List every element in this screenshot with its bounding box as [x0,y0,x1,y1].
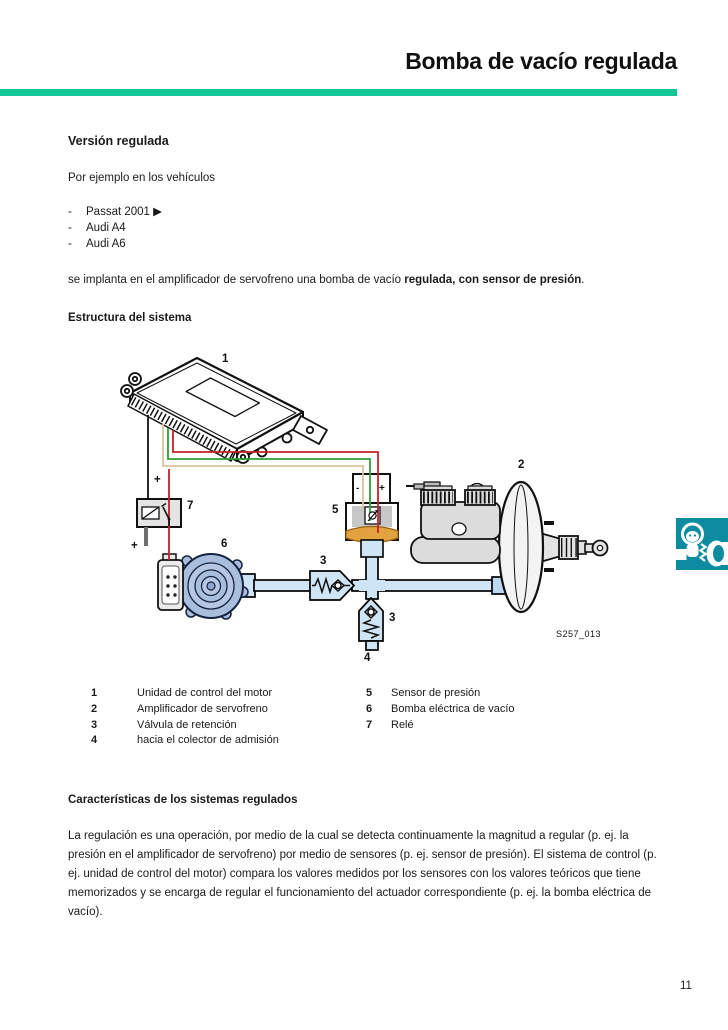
callout-4: 4 [364,652,371,664]
ecu-unit [121,358,327,463]
legend-number: 2 [91,702,98,715]
vacuum-pump [158,554,248,619]
legend-label: Válvula de retención [137,718,237,731]
legend-label: Relé [391,718,414,731]
sentence-plain: se implanta en el amplificador de servofreno una bomba de vacío [68,274,405,286]
intro-sentence [68,274,585,286]
list-marker: - [68,222,72,235]
diagram-legend-col2 [366,686,515,733]
list-item [68,236,162,252]
vehicle-label: Passat 2001 ▶ [86,206,162,218]
battery-plus-label: + [154,474,161,486]
legend-row [91,702,279,718]
sentence-end: . [581,274,585,286]
list-item [68,220,162,236]
legend-label: Bomba eléctrica de vacío [391,702,515,715]
section-heading-structure: Estructura del sistema [68,312,192,324]
features-paragraph: La regulación es una operación, por medio de la cual se detecta continuamente la magnitud a regular (p. ej. la presión en el amplificador de servofreno) por medio de sensores (p. ej. sensor de presión). El sistema de control (p. ej. unidad de control del motor) compara los valores medidos por los sensores con los valores teóricos que tiene memorizados y se encarga de regular el funcionamiento del actuador correspondiente (p. ej. la bomba eléctrica de vacío). [68,830,657,918]
intro-lead: Por ejemplo en los vehículos [68,172,216,184]
callout-3-vertical: 3 [389,612,396,624]
legend-number: 5 [366,687,373,699]
sentence-bold: regulada, con sensor de presión [404,274,582,286]
legend-row [366,718,515,734]
relay [137,499,181,527]
section-heading-version: Versión regulada [68,134,169,148]
legend-label: Amplificador de servofreno [137,702,268,715]
legend-row [91,686,279,702]
sensor-plus-label: + [379,483,385,494]
brake-servo [406,482,608,612]
legend-row [366,702,515,718]
legend-row [366,686,515,702]
list-item [68,204,162,220]
legend-row [91,733,279,749]
margin-icon-graphic [676,518,728,570]
callout-5: 5 [332,504,339,516]
relay-plus-label: + [131,540,138,552]
header-accent-bar [0,89,677,96]
legend-number: 1 [91,687,98,699]
driver-brake-drum-icon [676,518,728,570]
page-title: Bomba de vacío regulada [405,48,677,74]
check-valve-vertical [359,598,383,641]
page-number: 11 [680,980,692,992]
vehicle-label: Audi A6 [86,238,126,251]
list-marker: - [68,238,72,251]
servo-disc [499,482,543,612]
vehicle-label: Audi A4 [86,222,126,235]
list-marker: - [68,206,72,218]
system-diagram [0,340,728,675]
legend-number: 4 [91,734,98,747]
figure-caption: S257_013 [556,629,602,639]
legend-label: Sensor de presión [391,687,481,699]
callout-6: 6 [221,538,228,550]
callout-3-horizontal: 3 [320,555,327,567]
legend-number: 7 [366,718,373,731]
callout-7: 7 [187,500,194,512]
section-heading-features: Características de los sistemas regulados [68,794,298,806]
legend-label: Unidad de control del motor [137,687,273,699]
vehicle-list [68,204,162,253]
sensor-minus-label: - [356,483,360,494]
callout-1: 1 [222,353,229,365]
legend-label: hacia el colector de admisión [137,734,279,747]
vacuum-pipes [239,556,508,650]
legend-row [91,718,279,734]
diagram-legend-col1 [91,686,279,749]
legend-number: 6 [366,702,373,715]
callout-2: 2 [518,459,525,471]
legend-number: 3 [91,718,98,731]
